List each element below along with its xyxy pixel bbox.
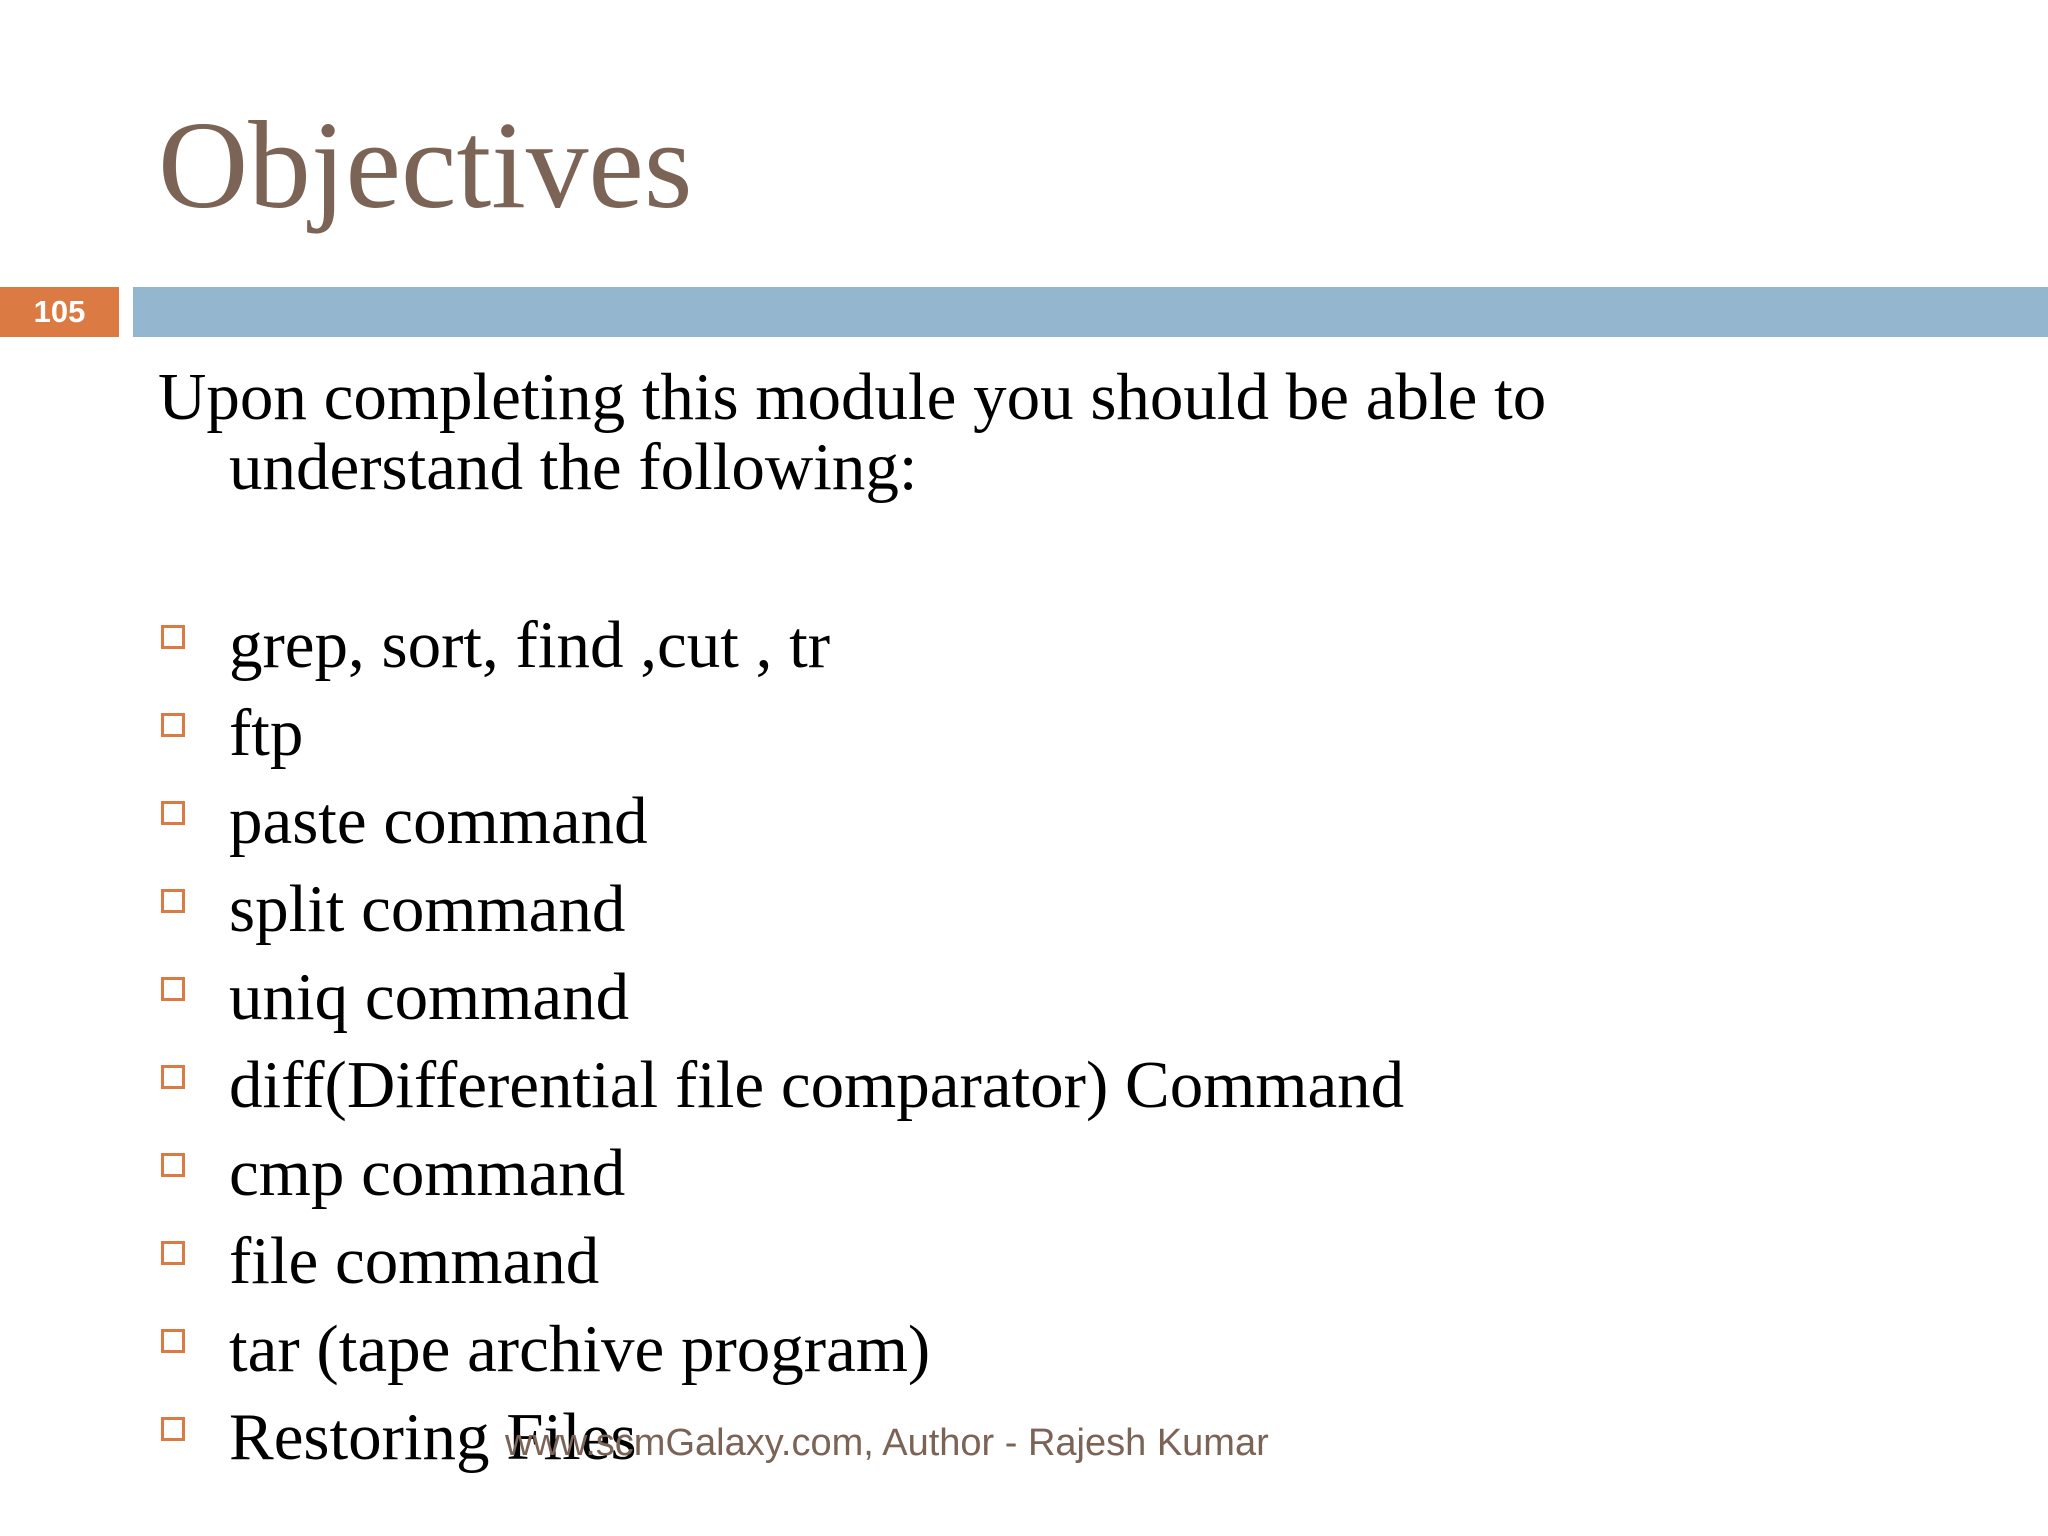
- intro-line-1: Upon completing this module you should be able to: [158, 360, 1547, 434]
- list-item-text: paste command: [229, 784, 648, 858]
- list-item: [158, 1045, 1404, 1133]
- page-number-badge: 105: [0, 287, 119, 337]
- square-bullet-icon: [161, 1329, 185, 1353]
- list-item: [158, 957, 1404, 1045]
- intro-paragraph: [158, 362, 1858, 502]
- square-bullet-icon: [161, 977, 185, 1001]
- square-bullet-icon: [161, 889, 185, 913]
- list-item-text: cmp command: [229, 1136, 626, 1210]
- square-bullet-icon: [161, 1153, 185, 1177]
- list-item: [158, 1221, 1404, 1309]
- list-item-text: grep, sort, find ,cut , tr: [229, 608, 831, 682]
- list-item: [158, 869, 1404, 957]
- square-bullet-icon: [161, 1241, 185, 1265]
- slide-title: Objectives: [158, 97, 693, 235]
- list-item: [158, 693, 1404, 781]
- square-bullet-icon: [161, 713, 185, 737]
- list-item: [158, 781, 1404, 869]
- list-item: [158, 1133, 1404, 1221]
- slide-footer: www.scmGalaxy.com, Author - Rajesh Kumar: [505, 1422, 1269, 1464]
- list-item-text: ftp: [229, 696, 304, 770]
- list-item-text: file command: [229, 1224, 600, 1298]
- list-item-text: Restoring Files: [229, 1400, 637, 1474]
- square-bullet-icon: [161, 1417, 185, 1441]
- list-item-text: split command: [229, 872, 626, 946]
- square-bullet-icon: [161, 625, 185, 649]
- square-bullet-icon: [161, 801, 185, 825]
- list-item: [158, 1309, 1404, 1397]
- list-item: [158, 605, 1404, 693]
- title-divider-bar: [133, 287, 2048, 337]
- objectives-list: [158, 605, 1404, 1485]
- intro-line-2: understand the following:: [229, 430, 918, 504]
- square-bullet-icon: [161, 1065, 185, 1089]
- list-item-text: diff(Differential file comparator) Command: [229, 1048, 1405, 1122]
- list-item-text: tar (tape archive program): [229, 1312, 931, 1386]
- list-item-text: uniq command: [229, 960, 630, 1034]
